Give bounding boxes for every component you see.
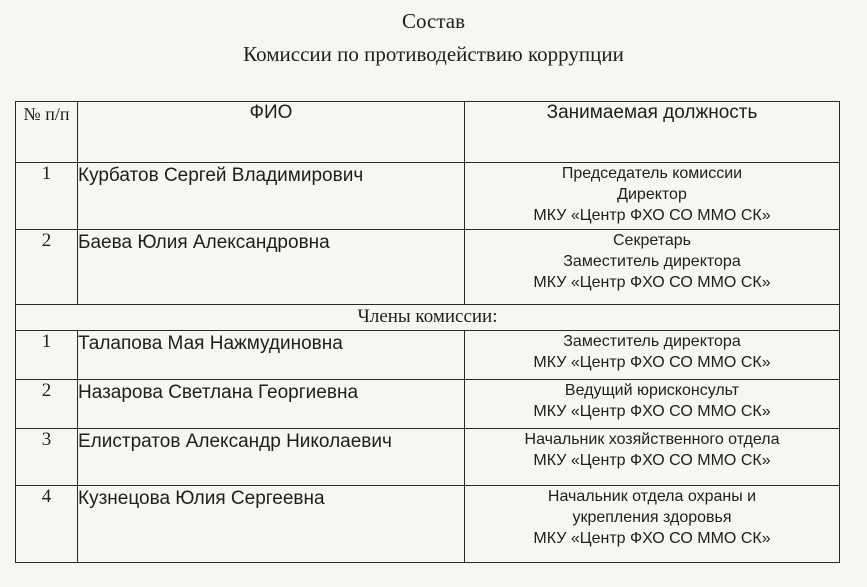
position-line: МКУ «Центр ФХО СО ММО СК»: [533, 403, 771, 420]
table-header-row: [16, 102, 840, 163]
position-line: Начальник отдела охраны и: [547, 488, 757, 505]
table-row: [16, 230, 840, 305]
member-position: [465, 380, 840, 429]
table-row: [16, 331, 840, 380]
document-title: Состав: [401, 9, 466, 33]
row-number: 2: [16, 230, 78, 305]
commission-table: [15, 101, 840, 563]
position-line: Заместитель директора: [563, 333, 741, 350]
table-row: [16, 429, 840, 486]
member-position: [465, 230, 840, 305]
table-row: [16, 380, 840, 429]
position-line: Директор: [617, 186, 687, 203]
table-row: [16, 163, 840, 230]
member-name: Баева Юлия Александровна: [78, 230, 465, 305]
header-position: Занимаемая должность: [465, 102, 840, 163]
member-name: Кузнецова Юлия Сергеевна: [78, 486, 465, 563]
position-line: Ведущий юрисконсульт: [564, 382, 740, 399]
position-line: МКУ «Центр ФХО СО ММО СК»: [533, 530, 771, 547]
members-section-label: Члены комиссии:: [16, 305, 840, 331]
member-position: [465, 163, 840, 230]
position-line: МКУ «Центр ФХО СО ММО СК»: [533, 354, 771, 371]
member-position: [465, 429, 840, 486]
member-position: [465, 486, 840, 563]
member-name: Талапова Мая Нажмудиновна: [78, 331, 465, 380]
position-line: МКУ «Центр ФХО СО ММО СК»: [533, 452, 771, 469]
row-number: 1: [16, 331, 78, 380]
position-line: Секретарь: [613, 232, 691, 249]
row-number: 2: [16, 380, 78, 429]
member-position: [465, 331, 840, 380]
position-line: Заместитель директора: [563, 253, 741, 270]
row-number: 3: [16, 429, 78, 486]
row-number: 1: [16, 163, 78, 230]
position-line: Председатель комиссии: [561, 165, 743, 182]
member-name: Назарова Светлана Георгиевна: [78, 380, 465, 429]
section-row: [16, 305, 840, 331]
header-number: № п/п: [16, 102, 78, 163]
member-name: Елистратов Александр Николаевич: [78, 429, 465, 486]
row-number: 4: [16, 486, 78, 563]
table-row: [16, 486, 840, 563]
member-name: Курбатов Сергей Владимирович: [78, 163, 465, 230]
document-subtitle: Комиссии по противодействию коррупции: [243, 42, 624, 66]
position-line: Начальник хозяйственного отдела: [524, 431, 780, 448]
header-name: ФИО: [78, 102, 465, 163]
position-line: укрепления здоровья: [572, 509, 732, 526]
position-line: МКУ «Центр ФХО СО ММО СК»: [533, 207, 771, 224]
position-line: МКУ «Центр ФХО СО ММО СК»: [533, 274, 771, 291]
